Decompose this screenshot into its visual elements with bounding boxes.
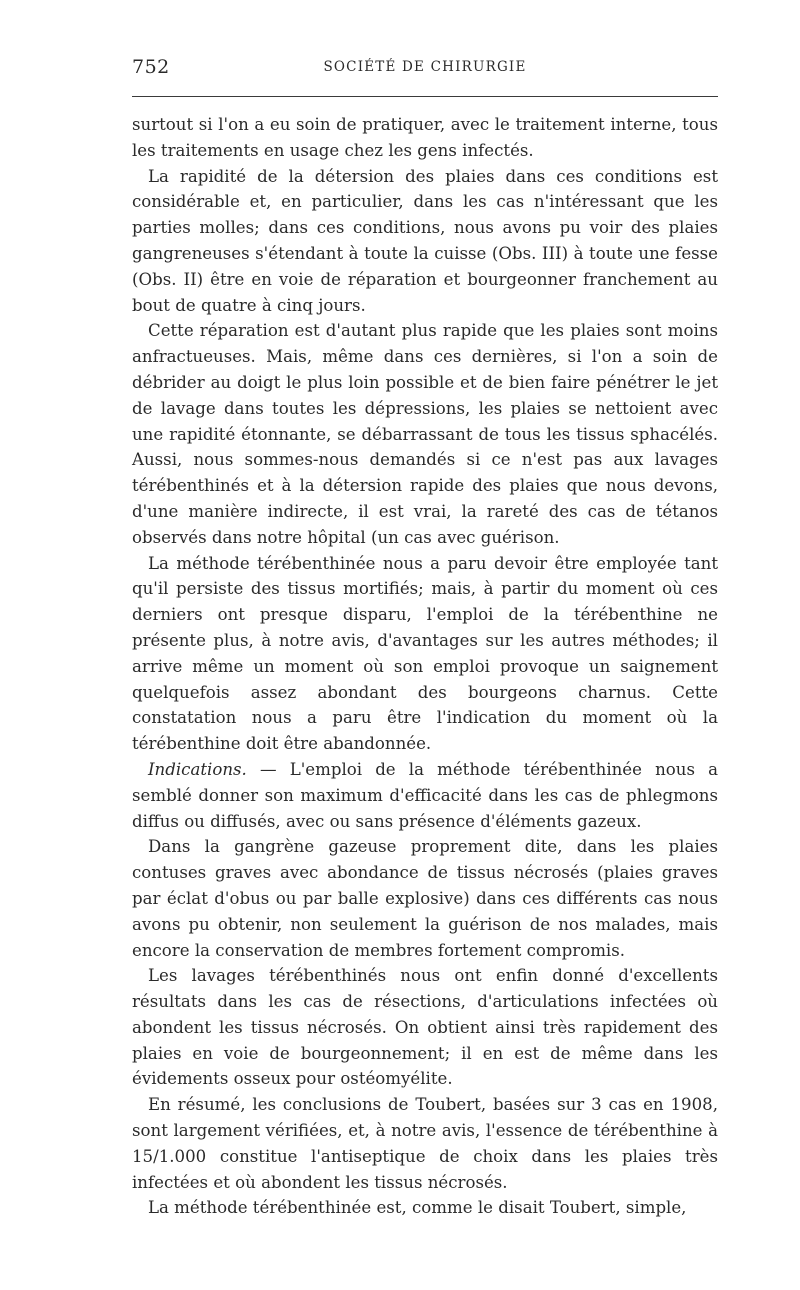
text-body — [132, 112, 718, 1221]
paragraph-reparation: Cette réparation est d'autant plus rapide que les plaies sont moins anfractueuses. Mais, même dans ces dernières, si l'on a soin de débrider au doigt le plus loin possible et de bien faire pénétrer le jet de lavage dans toutes les dépressions, les plaies se nettoient avec une rapidité étonnante, se débarrassant de tous les tissus sphacélés. Aussi, nous sommes-nous demandés si ce n'est pas aux lavages térébenthinés et à la détersion rapide des plaies que nous devons, d'une manière indirecte, il est vrai, la rareté des cas de tétanos observés dans notre hôpital (un cas avec guérison. — [132, 321, 718, 547]
page-number: 752 — [132, 56, 170, 78]
paragraph-detersion-rapidity: La rapidité de la détersion des plaies dans ces conditions est considérable et, en particulier, dans les cas n'intéressant que les parties molles; dans ces conditions, nous avons pu voir des plaies gangreneuses s'étendant à toute la cuisse (Obs. III) à toute une fesse (Obs. II) être en voie de réparation et bourgeonner franchement au bout de quatre à cinq jours. — [132, 166, 718, 315]
paragraph-indications — [132, 757, 718, 834]
paragraph-method-duration: La méthode térébenthinée nous a paru devoir être employée tant qu'il persiste des tissus mortifiés; mais, à partir du moment où ces derniers ont presque disparu, l'emploi de la térébenthine ne présente plus, à notre avis, d'avantages sur les autres méthodes; il arrive même un moment où son emploi provoque un saignement quelquefois assez abondant des bourgeons charnus. Cette constatation nous a paru être l'indication du moment où la térébenthine doit être abandonnée. — [132, 553, 718, 754]
indications-heading: Indications. — — [148, 759, 277, 779]
indications-text: L'emploi de la méthode térébenthinée nous a semblé donner son maximum d'efficacité dans les cas de phlegmons diffus ou diffusés, avec ou sans présence d'éléments gazeux. — [132, 759, 718, 831]
paragraph-continuation: surtout si l'on a eu soin de pratiquer, avec le traitement interne, tous les traitements en usage chez les gens infectés. — [132, 115, 718, 160]
running-title: SOCIÉTÉ DE CHIRURGIE — [323, 59, 527, 75]
header-rule — [132, 96, 718, 97]
page-header — [132, 56, 718, 80]
paragraph-resections: Les lavages térébenthinés nous ont enfin donné d'excellents résultats dans les cas de résections, d'articulations infectées où abondent les tissus nécrosés. On obtient ainsi très rapidement des plaies en voie de bourgeonnement; il en est de même dans les évidements osseux pour ostéomyélite. — [132, 966, 718, 1089]
paragraph-gas-gangrene: Dans la gangrène gazeuse proprement dite, dans les plaies contuses graves avec abondance de tissus nécrosés (plaies graves par éclat d'obus ou par balle explosive) dans ces différents cas nous avons pu obtenir, non seulement la guérison de nos malades, mais encore la conservation de membres fortement compromis. — [132, 837, 718, 960]
paragraph-summary: En résumé, les conclusions de Toubert, basées sur 3 cas en 1908, sont largement vérifiées, et, à notre avis, l'essence de térébenthine à 15/1.000 constitue l'antiseptique de choix dans les plaies très infectées et où abondent les tissus nécrosés. — [132, 1095, 718, 1192]
paragraph-final: La méthode térébenthinée est, comme le disait Toubert, simple, — [148, 1198, 687, 1218]
